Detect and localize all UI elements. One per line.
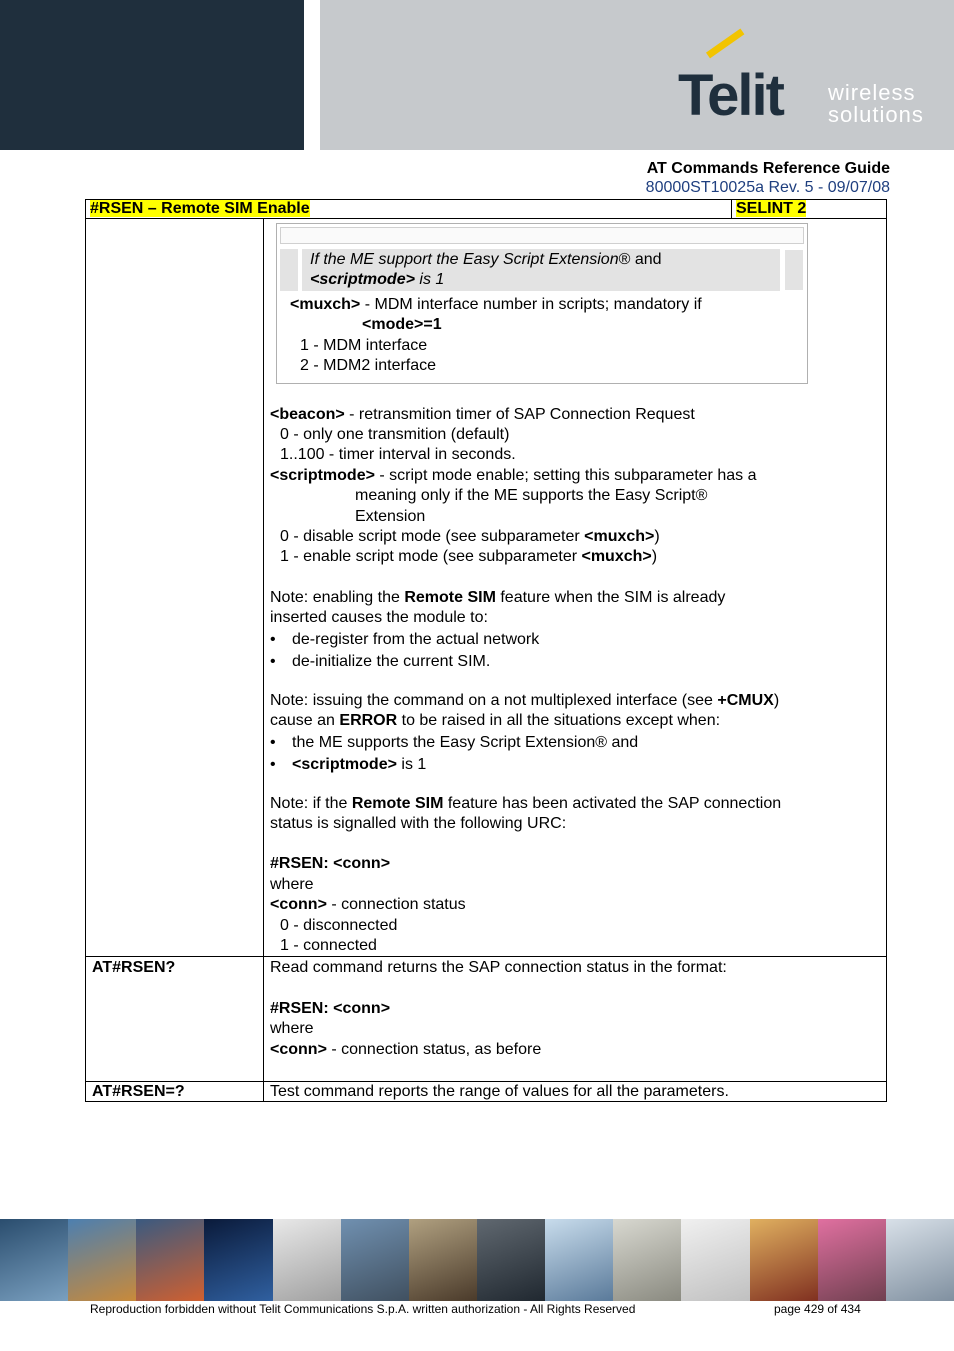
beacon-block: <beacon> - retransmition timer of SAP Connection Request 0 - only one transmition (default) 1..100 - timer interval in seconds. xyxy=(270,405,695,464)
note-urc: Note: if the Remote SIM feature has been activated the SAP connection status is signalled with the following URC: xyxy=(270,794,782,832)
test-command: AT#RSEN=? xyxy=(92,1082,185,1100)
read-description-cell: Read command returns the SAP connection status in the format: #RSEN: <conn> where <conn> - connection status, as before xyxy=(264,957,887,1082)
footer-copyright: Reproduction forbidden without Telit Communications S.p.A. written authorization - All Rights Reserved xyxy=(90,1302,636,1316)
read-command-cell xyxy=(86,957,264,1082)
table-header-row xyxy=(86,200,887,219)
page-number: page 429 of 434 xyxy=(774,1302,861,1316)
list-item: • <scriptmode> is 1 xyxy=(270,754,880,776)
table-row xyxy=(86,219,887,957)
doc-revision: 80000ST10025a Rev. 5 - 09/07/08 xyxy=(645,179,890,196)
command-title-cell xyxy=(86,200,732,219)
selint-cell xyxy=(732,200,887,219)
test-command-cell xyxy=(86,1081,264,1101)
selint-badge: SELINT 2 xyxy=(736,200,807,217)
list-item: • the ME supports the Easy Script Extension® and xyxy=(270,732,880,754)
nested-condition-row xyxy=(280,249,804,291)
telit-logo xyxy=(678,52,928,132)
list-item: • de-initialize the current SIM. xyxy=(270,651,880,673)
logo-wordmark: Telit xyxy=(678,63,783,128)
footer-photo-strip xyxy=(0,1219,954,1301)
table-row xyxy=(86,957,887,1082)
note-cmux: Note: issuing the command on a not multiplexed interface (see +CMUX) cause an ERROR to be raised in all the situations except when: • the ME supports the Easy Script Extension® and • <scriptmode> is 1 xyxy=(270,691,880,776)
table-row xyxy=(86,1081,887,1101)
nested-condition-text: If the ME support the Easy Script Extension® and <scriptmode> is 1 xyxy=(302,249,780,291)
nested-muxch-block: <muxch> - MDM interface number in scripts; mandatory if <mode>=1 1 - MDM interface 2 - MDM2 interface xyxy=(290,296,702,375)
nested-script-table xyxy=(276,223,808,384)
logo-tagline: wireless solutions xyxy=(828,80,924,127)
note-remote-sim: Note: enabling the Remote SIM feature when the SIM is already inserted causes the module to: • de-register from the actual network • de-initialize the current SIM. xyxy=(270,588,880,673)
read-command: AT#RSEN? xyxy=(92,959,176,977)
parameters-cell xyxy=(264,219,887,957)
test-description-cell: Test command reports the range of values for all the parameters. xyxy=(264,1081,887,1101)
list-item: • de-register from the actual network xyxy=(270,629,880,651)
empty-command-cell xyxy=(86,219,264,957)
command-title: #RSEN – Remote SIM Enable xyxy=(90,200,310,217)
doc-title: AT Commands Reference Guide xyxy=(646,160,890,177)
urc-block: #RSEN: <conn> where <conn> - connection status 0 - disconnected 1 - connected xyxy=(270,855,466,954)
command-table xyxy=(85,199,887,1102)
header-dark-band xyxy=(0,0,304,150)
scriptmode-block: <scriptmode> - script mode enable; setting this subparameter has a meaning only if the ME supports the Easy Script® Extension 0 - disable script mode (see subparameter <muxch>) 1 - enable script mode (see subparameter <muxch>) xyxy=(270,466,757,566)
page-footer xyxy=(90,1302,890,1316)
nested-top-bar xyxy=(280,227,804,244)
